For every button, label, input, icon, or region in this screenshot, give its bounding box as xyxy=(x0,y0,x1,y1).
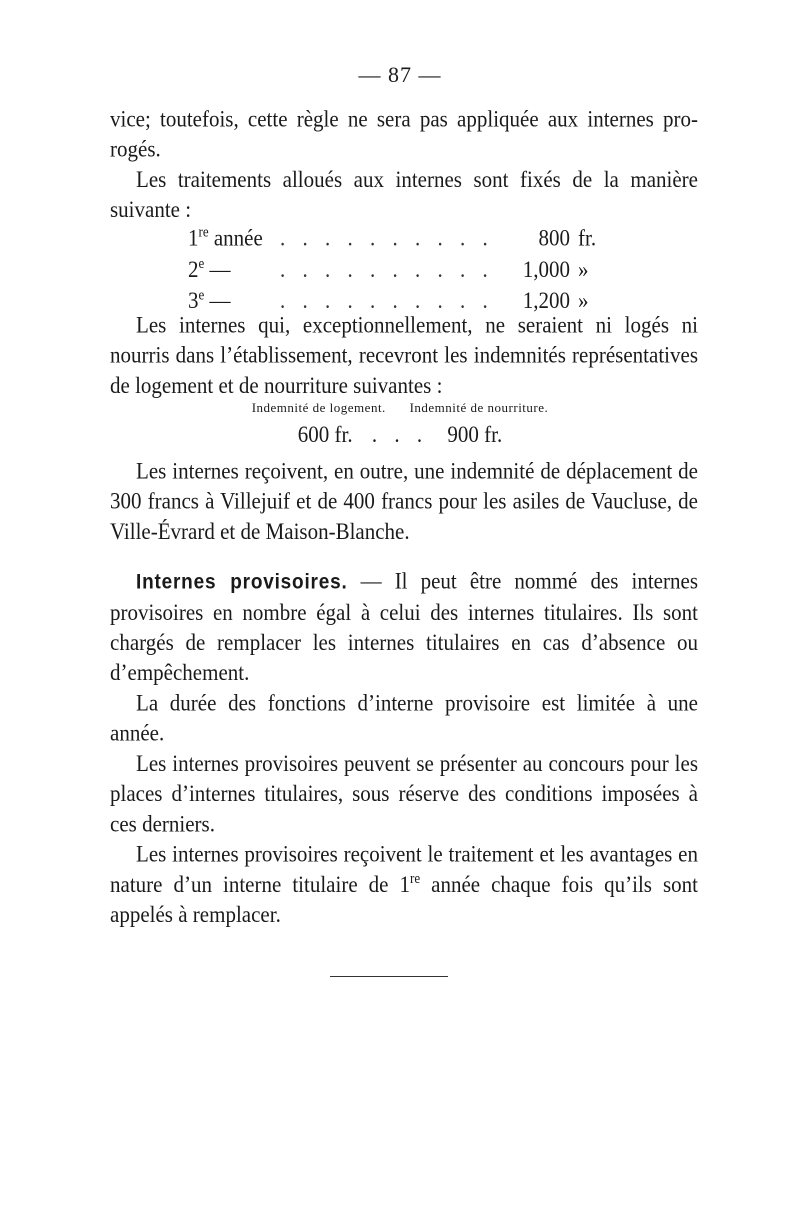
leader-dots: . . . . . . . . . . xyxy=(280,224,494,252)
end-rule xyxy=(330,976,448,977)
leader-dots: . . . . . . . . . . xyxy=(280,286,494,314)
text-block-top xyxy=(110,104,698,225)
food-value: 900 fr. xyxy=(447,420,503,448)
housing-header: Indemnité de logement. xyxy=(251,400,386,415)
section-heading: Internes provisoires. xyxy=(136,570,348,594)
indemnity-headers xyxy=(0,400,800,416)
salary-year: 2e — xyxy=(188,254,231,283)
salary-table xyxy=(188,222,618,316)
text-block-travel xyxy=(110,456,698,547)
leader-dots: . . . xyxy=(371,420,429,448)
paragraph-provisional-interns: Internes provisoires. — Il peut être nommé des internes provisoires en nombre égal à celui des internes titulaires. Ils sont chargés de remplacer les internes titulaires en cas d’absence ou d’empêchement. xyxy=(110,567,698,686)
salary-row xyxy=(188,222,618,253)
salary-row xyxy=(188,253,618,284)
page-number: — 87 — xyxy=(358,62,442,87)
paragraph-salaries-intro: Les traitements alloués aux internes sont fixés de la manière suivante : xyxy=(110,165,698,223)
salary-amount: 1,000 xyxy=(522,255,570,283)
paragraph-competition: Les internes provisoires peuvent se présenter au concours pour les places d’internes titulaires, sous réserve des conditions imposées à ces derniers. xyxy=(110,749,698,838)
paragraph-travel-indemnity: Les internes reçoivent, en outre, une indemnité de déplacement de 300 francs à Villejuif et de 400 francs pour les asiles de Vaucluse, de Ville-Évrard et de Maison-Blanche. xyxy=(110,457,698,545)
salary-year: 3e — xyxy=(188,285,231,314)
salary-unit: fr. xyxy=(578,224,597,252)
housing-value: 600 fr. xyxy=(297,420,353,448)
salary-year: 1re année xyxy=(188,223,263,252)
leader-dots: . . . . . . . . . . xyxy=(280,255,494,283)
salary-amount: 800 xyxy=(538,224,570,252)
food-header: Indemnité de nourriture. xyxy=(409,400,549,415)
indemnity-values xyxy=(0,421,800,449)
text-block-indemnity-intro xyxy=(110,310,698,401)
indemnity-table xyxy=(0,400,800,447)
salary-unit: » xyxy=(578,286,589,314)
salary-unit: » xyxy=(578,255,589,283)
paragraph-indemnity-intro: Les internes qui, exceptionnellement, ne seraient ni logés ni nourris dans l’établissement, recevront les indemnités représentatives de logement et de nourriture suivantes : xyxy=(110,311,698,399)
paragraph-duration: La durée des fonctions d’interne provisoire est limitée à une année. xyxy=(110,689,698,747)
paragraph-continuation: vice; toutefois, cette règle ne sera pas appliquée aux internes pro-rogés. xyxy=(110,105,698,163)
text-block-provisional xyxy=(110,566,698,930)
salary-amount: 1,200 xyxy=(522,286,570,314)
paragraph-salary-replacement: Les internes provisoires reçoivent le traitement et les avantages en nature d’un interne titulaire de 1re année chaque fois qu’ils sont appelés à remplacer. xyxy=(110,840,698,928)
